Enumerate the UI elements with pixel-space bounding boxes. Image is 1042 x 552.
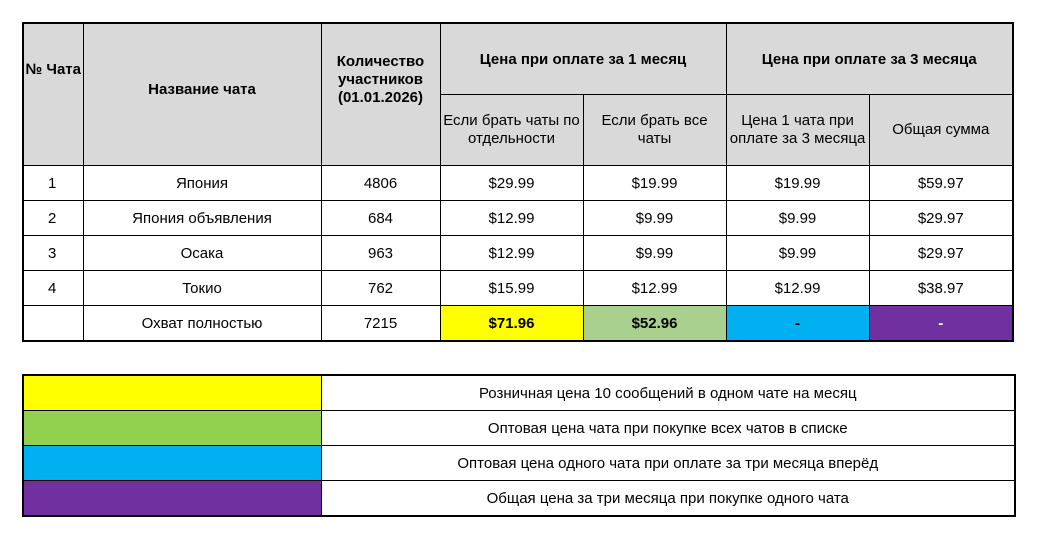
legend-swatch-purple <box>23 481 321 517</box>
summary-name: Охват полностью <box>83 306 321 342</box>
summary-all-chats: $52.96 <box>583 306 726 342</box>
header-members: Количество участников (01.01.2026) <box>321 23 440 166</box>
legend-swatch-blue <box>23 446 321 481</box>
cell-name: Осака <box>83 236 321 271</box>
legend-text: Общая цена за три месяца при покупке одного чата <box>321 481 1015 517</box>
cell-num: 4 <box>23 271 83 306</box>
cell-all-chats: $19.99 <box>583 166 726 201</box>
cell-total: $29.97 <box>869 236 1013 271</box>
cell-separately: $12.99 <box>440 201 583 236</box>
legend-row <box>23 481 1015 517</box>
cell-total: $38.97 <box>869 271 1013 306</box>
legend-swatch-green <box>23 411 321 446</box>
summary-total: - <box>869 306 1013 342</box>
cell-separately: $12.99 <box>440 236 583 271</box>
cell-total: $29.97 <box>869 201 1013 236</box>
cell-one-chat-3m: $19.99 <box>726 166 869 201</box>
legend-table <box>22 374 1016 517</box>
cell-all-chats: $12.99 <box>583 271 726 306</box>
cell-total: $59.97 <box>869 166 1013 201</box>
legend-text: Оптовая цена чата при покупке всех чатов в списке <box>321 411 1015 446</box>
cell-all-chats: $9.99 <box>583 236 726 271</box>
legend-row <box>23 375 1015 411</box>
cell-name: Токио <box>83 271 321 306</box>
cell-one-chat-3m: $12.99 <box>726 271 869 306</box>
summary-separately: $71.96 <box>440 306 583 342</box>
table-row <box>23 271 1013 306</box>
header-chat-name: Название чата <box>83 23 321 166</box>
header-chat-number: № Чата <box>23 23 83 166</box>
summary-row <box>23 306 1013 342</box>
legend-text: Оптовая цена одного чата при оплате за три месяца вперёд <box>321 446 1015 481</box>
summary-one-chat-3m: - <box>726 306 869 342</box>
cell-members: 963 <box>321 236 440 271</box>
summary-members: 7215 <box>321 306 440 342</box>
header-one-chat-3-months: Цена 1 чата при оплате за 3 месяца <box>726 95 869 166</box>
cell-name: Япония объявления <box>83 201 321 236</box>
cell-separately: $15.99 <box>440 271 583 306</box>
cell-num: 2 <box>23 201 83 236</box>
cell-members: 684 <box>321 201 440 236</box>
cell-separately: $29.99 <box>440 166 583 201</box>
legend-row <box>23 411 1015 446</box>
header-price-3-months: Цена при оплате за 3 месяца <box>726 23 1013 95</box>
header-all-chats: Если брать все чаты <box>583 95 726 166</box>
legend-swatch-yellow <box>23 375 321 411</box>
table-row <box>23 166 1013 201</box>
cell-all-chats: $9.99 <box>583 201 726 236</box>
table-row <box>23 236 1013 271</box>
cell-num: 1 <box>23 166 83 201</box>
cell-members: 762 <box>321 271 440 306</box>
cell-one-chat-3m: $9.99 <box>726 236 869 271</box>
table-row <box>23 201 1013 236</box>
cell-num-empty <box>23 306 83 342</box>
pricing-table <box>22 22 1014 342</box>
header-total: Общая сумма <box>869 95 1013 166</box>
header-separately: Если брать чаты по отдельности <box>440 95 583 166</box>
cell-one-chat-3m: $9.99 <box>726 201 869 236</box>
legend-text: Розничная цена 10 сообщений в одном чате на месяц <box>321 375 1015 411</box>
legend-row <box>23 446 1015 481</box>
cell-members: 4806 <box>321 166 440 201</box>
cell-name: Япония <box>83 166 321 201</box>
cell-num: 3 <box>23 236 83 271</box>
header-price-1-month: Цена при оплате за 1 месяц <box>440 23 726 95</box>
